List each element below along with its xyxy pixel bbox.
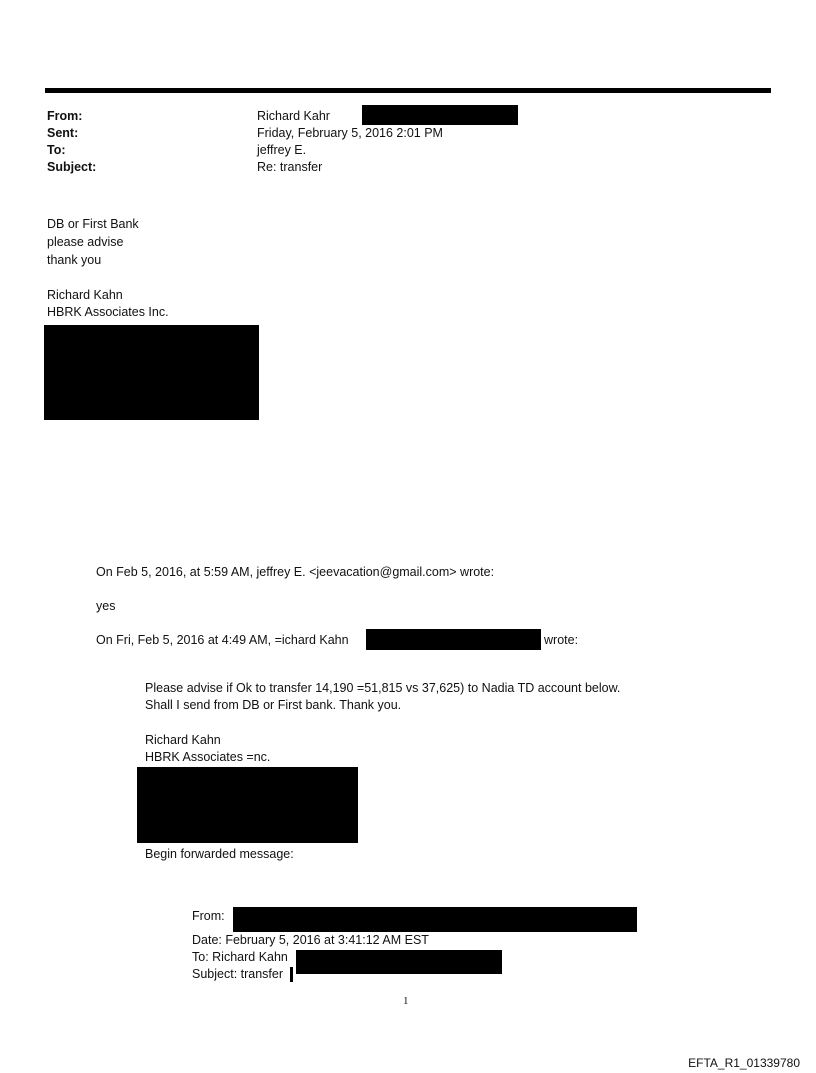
forwarded-from: From: xyxy=(192,909,225,923)
quote-attribution: On Fri, Feb 5, 2016 at 4:49 AM, =ichard Kahn xyxy=(96,633,349,647)
forwarded-date: Date: February 5, 2016 at 3:41:12 AM EST xyxy=(192,933,429,947)
signature-name: Richard Kahn xyxy=(145,733,221,747)
redaction xyxy=(296,950,502,974)
quote-line: Please advise if Ok to transfer 14,190 =51,815 vs 37,625) to Nadia TD account below. xyxy=(145,681,621,695)
redaction xyxy=(137,767,358,843)
redaction xyxy=(362,105,518,125)
quote-attribution: On Feb 5, 2016, at 5:59 AM, jeffrey E. <jeevacation@gmail.com> wrote: xyxy=(96,565,495,579)
redaction xyxy=(366,629,541,650)
sent-value: Friday, February 5, 2016 2:01 PM xyxy=(257,126,443,140)
subject-value: Re: transfer xyxy=(257,160,323,174)
body-line: thank you xyxy=(47,253,102,267)
to-label: To: xyxy=(47,143,66,157)
forwarded-subject: Subject: transfer xyxy=(192,967,284,981)
sent-label: Sent: xyxy=(47,126,79,140)
body-line: DB or First Bank xyxy=(47,217,139,231)
forwarded-to: To: Richard Kahn xyxy=(192,950,288,964)
from-label: From: xyxy=(47,109,83,123)
signature-company: HBRK Associates Inc. xyxy=(47,305,169,319)
forwarded-heading: Begin forwarded message: xyxy=(145,847,294,861)
subject-label: Subject: xyxy=(47,160,97,174)
header-rule xyxy=(45,88,771,93)
page-number: 1 xyxy=(403,995,409,1007)
redaction xyxy=(290,967,293,982)
from-value: Richard Kahr xyxy=(257,109,330,123)
signature-name: Richard Kahn xyxy=(47,288,123,302)
signature-company: HBRK Associates =nc. xyxy=(145,750,271,764)
redaction xyxy=(233,907,637,932)
redaction xyxy=(44,325,259,420)
body-line: please advise xyxy=(47,235,124,249)
quote-text: yes xyxy=(96,599,116,613)
quote-line: Shall I send from DB or First bank. Thank you. xyxy=(145,698,402,712)
quote-attribution-end: wrote: xyxy=(544,633,579,647)
document-id: EFTA_R1_01339780 xyxy=(688,1056,800,1070)
to-value: jeffrey E. xyxy=(257,143,307,157)
